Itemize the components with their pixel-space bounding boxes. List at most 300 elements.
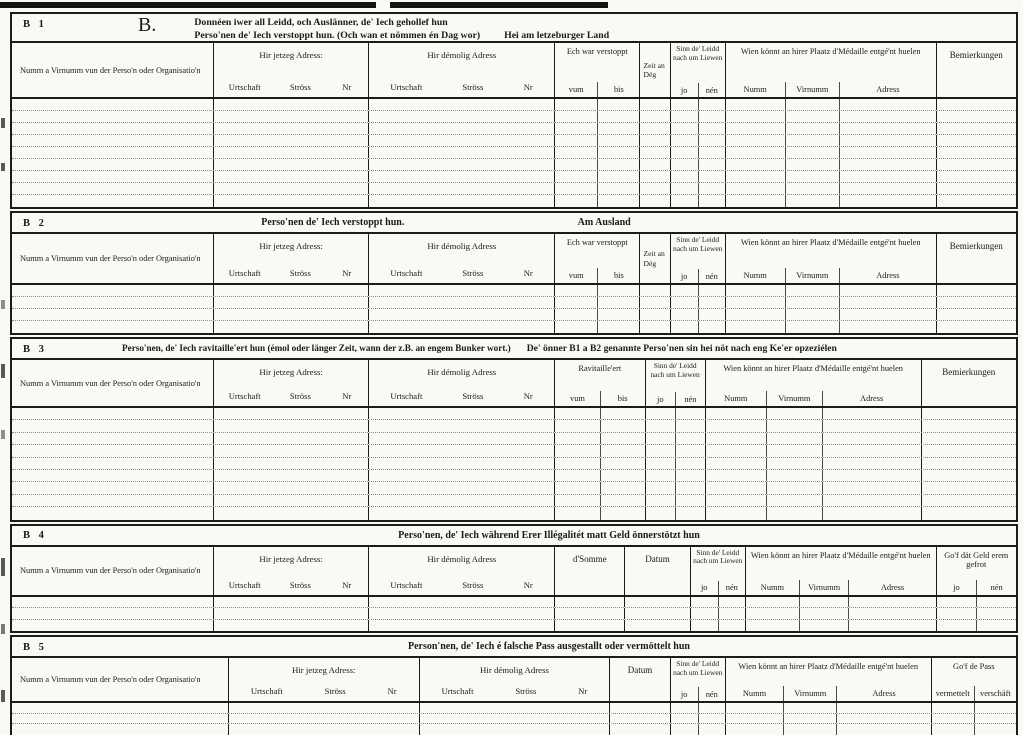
form-subcell bbox=[822, 458, 921, 469]
form-cell bbox=[609, 714, 669, 724]
column-subheader: Virnumm bbox=[799, 580, 848, 595]
column-header-row bbox=[12, 234, 1016, 285]
form-subcell bbox=[691, 597, 718, 608]
column-header-addr bbox=[213, 234, 369, 283]
form-subcell bbox=[785, 159, 840, 170]
form-cell bbox=[670, 285, 725, 296]
form-cell bbox=[554, 597, 624, 608]
form-cell bbox=[690, 608, 745, 619]
form-subcell bbox=[600, 445, 645, 456]
column-subheader: Numm bbox=[743, 85, 767, 94]
form-subcell bbox=[600, 420, 645, 431]
column-subheader: Adress bbox=[839, 268, 936, 283]
form-cell bbox=[725, 285, 936, 296]
section-title-row bbox=[12, 526, 1016, 547]
column-header-single: Bemierkungen bbox=[936, 234, 1016, 283]
form-subcell bbox=[698, 171, 725, 182]
form-cell bbox=[645, 420, 705, 431]
column-subheader: Nr bbox=[523, 82, 533, 92]
section-b5 bbox=[10, 635, 1018, 735]
column-group-label: Hir démolig Adress bbox=[480, 665, 549, 676]
form-cell bbox=[936, 159, 1016, 170]
form-cell bbox=[670, 297, 725, 308]
form-cell bbox=[554, 495, 644, 506]
column-subheader-row bbox=[937, 580, 1016, 595]
column-subheader: nén bbox=[976, 580, 1016, 595]
section-body bbox=[12, 408, 1016, 520]
column-subheader: verschäft bbox=[974, 686, 1016, 701]
form-subcell bbox=[600, 495, 645, 506]
form-subcell bbox=[698, 703, 725, 713]
section-title-row bbox=[12, 339, 1016, 360]
form-subcell bbox=[555, 470, 600, 481]
section-title-right: De' önner B1 a B2 genannte Perso'nen sin hei nöt nach eng Ke'er opzeziélen bbox=[526, 343, 837, 354]
column-subheader: jo bbox=[700, 583, 708, 593]
form-subcell bbox=[706, 458, 766, 469]
section-title: Person'nen, de' Iech é falsche Pass ausgestallt oder vermöttelt hun bbox=[407, 641, 690, 653]
section-title-lines bbox=[194, 14, 609, 42]
form-cell bbox=[368, 147, 554, 158]
column-group-label: Hir jetzeg Adress: bbox=[259, 367, 323, 377]
column-header-single: d'Somme bbox=[554, 547, 624, 595]
form-cell bbox=[213, 135, 369, 146]
form-cell bbox=[213, 507, 369, 519]
column-subheader: bis bbox=[597, 268, 639, 283]
form-cell bbox=[554, 445, 644, 456]
form-subcell bbox=[839, 321, 936, 333]
form-cell bbox=[368, 482, 554, 493]
form-subcell bbox=[726, 703, 783, 713]
form-cell bbox=[213, 285, 369, 296]
form-cell bbox=[936, 195, 1016, 207]
form-row bbox=[12, 171, 1016, 183]
form-cell bbox=[670, 99, 725, 110]
form-subcell bbox=[698, 321, 725, 333]
form-subcell bbox=[597, 99, 639, 110]
form-subcell bbox=[785, 321, 840, 333]
column-header-split bbox=[670, 658, 725, 701]
form-cell bbox=[213, 99, 369, 110]
form-subcell bbox=[839, 195, 936, 207]
form-subcell bbox=[783, 714, 836, 724]
column-header-split bbox=[725, 43, 936, 97]
form-subcell bbox=[698, 99, 725, 110]
section-body bbox=[12, 597, 1016, 632]
form-subcell bbox=[555, 123, 597, 134]
form-cell bbox=[705, 408, 921, 419]
form-cell bbox=[745, 597, 936, 608]
column-group-label: Wien könnt an hirer Plaatz d'Médaille entgé'nt huelen bbox=[740, 47, 921, 56]
form-subcell bbox=[646, 433, 676, 444]
form-subcell bbox=[597, 111, 639, 122]
form-subcell bbox=[675, 470, 705, 481]
section-body bbox=[12, 285, 1016, 333]
form-subcell bbox=[555, 321, 597, 333]
column-header-addr bbox=[419, 658, 610, 701]
form-cell bbox=[12, 420, 213, 431]
form-row bbox=[12, 420, 1016, 432]
form-subcell bbox=[555, 171, 597, 182]
section-code: B 4 bbox=[23, 530, 47, 542]
form-cell bbox=[213, 470, 369, 481]
column-header-split bbox=[554, 360, 644, 406]
column-header-addr bbox=[368, 547, 554, 595]
form-cell bbox=[213, 123, 369, 134]
form-subcell bbox=[555, 297, 597, 308]
form-subcell bbox=[698, 297, 725, 308]
form-subcell bbox=[597, 309, 639, 320]
form-subcell bbox=[839, 171, 936, 182]
scan-margin-mark bbox=[1, 300, 5, 309]
form-cell bbox=[419, 714, 610, 724]
form-subcell bbox=[839, 147, 936, 158]
form-subcell bbox=[671, 297, 698, 308]
form-cell bbox=[12, 482, 213, 493]
form-row bbox=[12, 597, 1016, 609]
column-subheader-row bbox=[726, 82, 936, 97]
form-cell bbox=[936, 135, 1016, 146]
scan-margin-mark bbox=[1, 163, 5, 171]
form-subcell bbox=[675, 420, 705, 431]
column-group-label: Wien könnt an hirer Plaatz d'Médaille entgé'nt huelen bbox=[750, 550, 931, 560]
column-subheader: nén bbox=[698, 687, 725, 701]
form-subcell bbox=[646, 507, 676, 519]
column-header-addr bbox=[368, 43, 554, 97]
form-cell bbox=[725, 703, 931, 713]
form-cell bbox=[705, 458, 921, 469]
form-cell bbox=[725, 159, 936, 170]
form-subcell bbox=[698, 309, 725, 320]
form-cell bbox=[670, 195, 725, 207]
column-subheader: Urtschaft bbox=[390, 82, 423, 92]
form-cell bbox=[12, 285, 213, 296]
scan-margin-mark bbox=[1, 118, 5, 128]
column-subheader: Virnumm bbox=[785, 82, 840, 97]
column-header-name: Numm a Virnumm vun der Perso'n oder Organisatio'n bbox=[20, 378, 201, 388]
column-subheader-row bbox=[214, 82, 369, 92]
form-cell bbox=[368, 285, 554, 296]
form-cell bbox=[368, 445, 554, 456]
form-cell bbox=[705, 482, 921, 493]
form-cell bbox=[931, 714, 1016, 724]
form-cell bbox=[624, 608, 689, 619]
form-cell bbox=[368, 408, 554, 419]
form-subcell bbox=[785, 111, 840, 122]
form-subcell bbox=[726, 321, 785, 333]
column-subheader-row bbox=[369, 268, 554, 278]
form-cell bbox=[554, 420, 644, 431]
form-cell bbox=[725, 171, 936, 182]
column-group-label: Ravitaille'ert bbox=[578, 364, 622, 373]
column-group-label: Wien könnt an hirer Plaatz d'Médaille entgé'nt huelen bbox=[738, 662, 919, 672]
form-cell bbox=[213, 183, 369, 194]
section-code: B 2 bbox=[23, 217, 47, 229]
column-group-label: Hir jetzeg Adress: bbox=[259, 553, 323, 564]
section-b3 bbox=[10, 337, 1018, 522]
form-cell bbox=[639, 195, 669, 207]
form-cell bbox=[12, 495, 213, 506]
form-cell bbox=[725, 123, 936, 134]
column-header-split bbox=[745, 547, 936, 595]
form-cell bbox=[12, 99, 213, 110]
column-subheader-row bbox=[555, 391, 644, 406]
form-cell bbox=[12, 714, 228, 724]
form-cell bbox=[921, 445, 1016, 456]
column-subheader: Numm bbox=[742, 689, 767, 699]
form-row bbox=[12, 123, 1016, 135]
form-subcell bbox=[839, 285, 936, 296]
column-subheader: Urtschaft bbox=[390, 579, 423, 590]
form-subcell bbox=[671, 714, 698, 724]
form-cell bbox=[368, 297, 554, 308]
column-subheader: Ströss bbox=[462, 391, 484, 401]
form-subcell bbox=[646, 470, 676, 481]
form-subcell bbox=[555, 195, 597, 207]
form-cell bbox=[368, 608, 554, 619]
form-cell bbox=[228, 703, 419, 713]
column-subheader: jo bbox=[680, 689, 688, 699]
form-cell bbox=[931, 724, 1016, 735]
form-subcell bbox=[822, 433, 921, 444]
column-header-name: Numm a Virnumm vun der Perso'n oder Organisatio'n bbox=[20, 675, 201, 685]
form-subcell bbox=[671, 159, 698, 170]
form-cell bbox=[725, 99, 936, 110]
form-subcell bbox=[822, 507, 921, 519]
form-cell bbox=[725, 714, 931, 724]
form-subcell bbox=[597, 123, 639, 134]
form-cell bbox=[639, 111, 669, 122]
column-subheader-row bbox=[671, 687, 725, 701]
form-cell bbox=[639, 309, 669, 320]
form-cell bbox=[12, 608, 213, 619]
section-title: Perso'nen de' Iech verstoppt hun. bbox=[261, 217, 405, 228]
form-subcell bbox=[718, 620, 745, 632]
form-cell bbox=[931, 703, 1016, 713]
form-cell bbox=[12, 195, 213, 207]
form-subcell bbox=[706, 408, 766, 419]
form-subcell bbox=[671, 285, 698, 296]
form-cell bbox=[936, 309, 1016, 320]
form-subcell bbox=[597, 297, 639, 308]
form-row bbox=[12, 195, 1016, 207]
form-subcell bbox=[785, 183, 840, 194]
form-cell bbox=[12, 183, 213, 194]
form-subcell bbox=[785, 309, 840, 320]
column-group-label: Go'f de Pass bbox=[953, 662, 995, 672]
form-subcell bbox=[766, 507, 822, 519]
form-subcell bbox=[671, 123, 698, 134]
section-title-row bbox=[12, 213, 1016, 234]
form-subcell bbox=[974, 724, 1016, 735]
form-subcell bbox=[937, 597, 977, 608]
column-group-label: Hir jetzeg Adress: bbox=[291, 665, 356, 676]
form-subcell bbox=[646, 458, 676, 469]
form-cell bbox=[645, 445, 705, 456]
form-subcell bbox=[671, 309, 698, 320]
form-subcell bbox=[839, 309, 936, 320]
form-row bbox=[12, 482, 1016, 494]
form-cell bbox=[705, 507, 921, 519]
column-subheader: Urtschaft bbox=[228, 579, 261, 590]
form-cell bbox=[639, 297, 669, 308]
form-subcell bbox=[600, 433, 645, 444]
form-cell bbox=[12, 433, 213, 444]
form-cell bbox=[639, 135, 669, 146]
column-subheader-row bbox=[369, 580, 554, 590]
column-subheader-row bbox=[555, 268, 639, 283]
form-cell bbox=[213, 321, 369, 333]
form-subcell bbox=[698, 123, 725, 134]
form-cell bbox=[368, 111, 554, 122]
form-subcell bbox=[698, 183, 725, 194]
form-row bbox=[12, 714, 1016, 725]
section-title-row bbox=[12, 14, 1016, 43]
form-cell bbox=[936, 297, 1016, 308]
form-cell bbox=[639, 171, 669, 182]
form-subcell bbox=[746, 608, 799, 619]
form-cell bbox=[368, 495, 554, 506]
form-subcell bbox=[766, 445, 822, 456]
form-subcell bbox=[691, 608, 718, 619]
form-subcell bbox=[555, 285, 597, 296]
form-cell bbox=[690, 597, 745, 608]
form-subcell bbox=[671, 135, 698, 146]
form-row bbox=[12, 703, 1016, 714]
form-subcell bbox=[555, 159, 597, 170]
column-header-single: Bemierkungen bbox=[936, 43, 1016, 97]
form-subcell bbox=[671, 703, 698, 713]
column-subheader: jo bbox=[680, 85, 688, 95]
column-subheader: Ströss bbox=[289, 579, 311, 590]
section-letter: B. bbox=[138, 14, 157, 36]
form-cell bbox=[921, 408, 1016, 419]
form-subcell bbox=[600, 408, 645, 419]
form-subcell bbox=[555, 111, 597, 122]
form-row bbox=[12, 408, 1016, 420]
form-subcell bbox=[839, 159, 936, 170]
form-cell bbox=[645, 408, 705, 419]
column-subheader: jo bbox=[657, 394, 664, 404]
form-cell bbox=[936, 183, 1016, 194]
form-subcell bbox=[974, 703, 1016, 713]
form-cell bbox=[921, 420, 1016, 431]
form-cell bbox=[213, 495, 369, 506]
section-code: B 3 bbox=[23, 343, 47, 355]
form-subcell bbox=[675, 408, 705, 419]
form-subcell bbox=[932, 714, 974, 724]
form-cell bbox=[554, 620, 624, 632]
column-group-label: Wien könnt an hirer Plaatz d'Médaille entgé'nt huelen bbox=[723, 364, 903, 373]
column-subheader: Ströss bbox=[462, 579, 484, 590]
form-subcell bbox=[937, 608, 977, 619]
form-subcell bbox=[555, 495, 600, 506]
column-header-addr bbox=[368, 360, 554, 406]
form-cell bbox=[213, 620, 369, 632]
column-subheader: vum bbox=[570, 394, 585, 403]
form-row bbox=[12, 507, 1016, 519]
column-header-name: Numm a Virnumm vun der Perso'n oder Organisatio'n bbox=[20, 65, 201, 75]
form-cell bbox=[745, 620, 936, 632]
column-subheader-row bbox=[691, 581, 745, 595]
form-cell bbox=[670, 159, 725, 170]
form-cell bbox=[12, 597, 213, 608]
form-cell bbox=[921, 482, 1016, 493]
form-subcell bbox=[822, 482, 921, 493]
form-row bbox=[12, 147, 1016, 159]
form-subcell bbox=[746, 597, 799, 608]
column-subheader: Nr bbox=[523, 268, 533, 278]
form-cell bbox=[12, 507, 213, 519]
form-cell bbox=[670, 703, 725, 713]
form-subcell bbox=[675, 507, 705, 519]
column-header-split bbox=[670, 234, 725, 283]
form-subcell bbox=[675, 458, 705, 469]
form-row bbox=[12, 297, 1016, 309]
form-subcell bbox=[836, 724, 930, 735]
form-cell bbox=[639, 147, 669, 158]
column-header-split bbox=[725, 234, 936, 283]
form-subcell bbox=[555, 135, 597, 146]
column-subheader: bis bbox=[600, 391, 645, 406]
form-subcell bbox=[698, 159, 725, 170]
form-cell bbox=[419, 703, 610, 713]
column-subheader: Nr bbox=[342, 268, 352, 278]
column-group-label: Hir jetzeg Adress: bbox=[259, 50, 323, 60]
column-subheader: Nr bbox=[523, 579, 533, 590]
column-header-stack: Zeit an Dég bbox=[639, 43, 669, 97]
section-body bbox=[12, 99, 1016, 207]
form-cell bbox=[609, 703, 669, 713]
form-subcell bbox=[766, 408, 822, 419]
form-subcell bbox=[698, 135, 725, 146]
form-row bbox=[12, 433, 1016, 445]
form-cell bbox=[725, 297, 936, 308]
form-cell bbox=[725, 147, 936, 158]
form-cell bbox=[670, 135, 725, 146]
column-subheader-row bbox=[420, 686, 610, 696]
column-subheader-row bbox=[932, 686, 1016, 701]
form-subcell bbox=[726, 285, 785, 296]
form-cell bbox=[936, 171, 1016, 182]
column-header-addr bbox=[368, 234, 554, 283]
column-subheader: jo bbox=[680, 271, 688, 281]
form-row bbox=[12, 321, 1016, 333]
form-cell bbox=[12, 297, 213, 308]
form-cell bbox=[624, 597, 689, 608]
form-cell bbox=[554, 99, 639, 110]
form-subcell bbox=[597, 321, 639, 333]
scan-edge-artifact bbox=[0, 2, 608, 8]
form-cell bbox=[645, 482, 705, 493]
form-cell bbox=[554, 159, 639, 170]
form-cell bbox=[645, 495, 705, 506]
section-title-line2: Perso'nen de' Iech verstoppt hun. (Och wan et nömmen én Dag wor) bbox=[194, 30, 481, 42]
form-cell bbox=[554, 321, 639, 333]
questionnaire-form bbox=[10, 12, 1018, 735]
form-cell bbox=[921, 470, 1016, 481]
form-row bbox=[12, 285, 1016, 297]
form-row bbox=[12, 309, 1016, 321]
form-subcell bbox=[671, 111, 698, 122]
form-cell bbox=[725, 309, 936, 320]
form-cell bbox=[554, 111, 639, 122]
column-subheader: Urtschaft bbox=[390, 268, 423, 278]
column-group-label: Sinn de' Leidd nach um Liewen bbox=[673, 235, 723, 253]
form-cell bbox=[213, 608, 369, 619]
form-cell bbox=[639, 285, 669, 296]
column-subheader: Nr bbox=[523, 391, 533, 401]
form-subcell bbox=[839, 123, 936, 134]
